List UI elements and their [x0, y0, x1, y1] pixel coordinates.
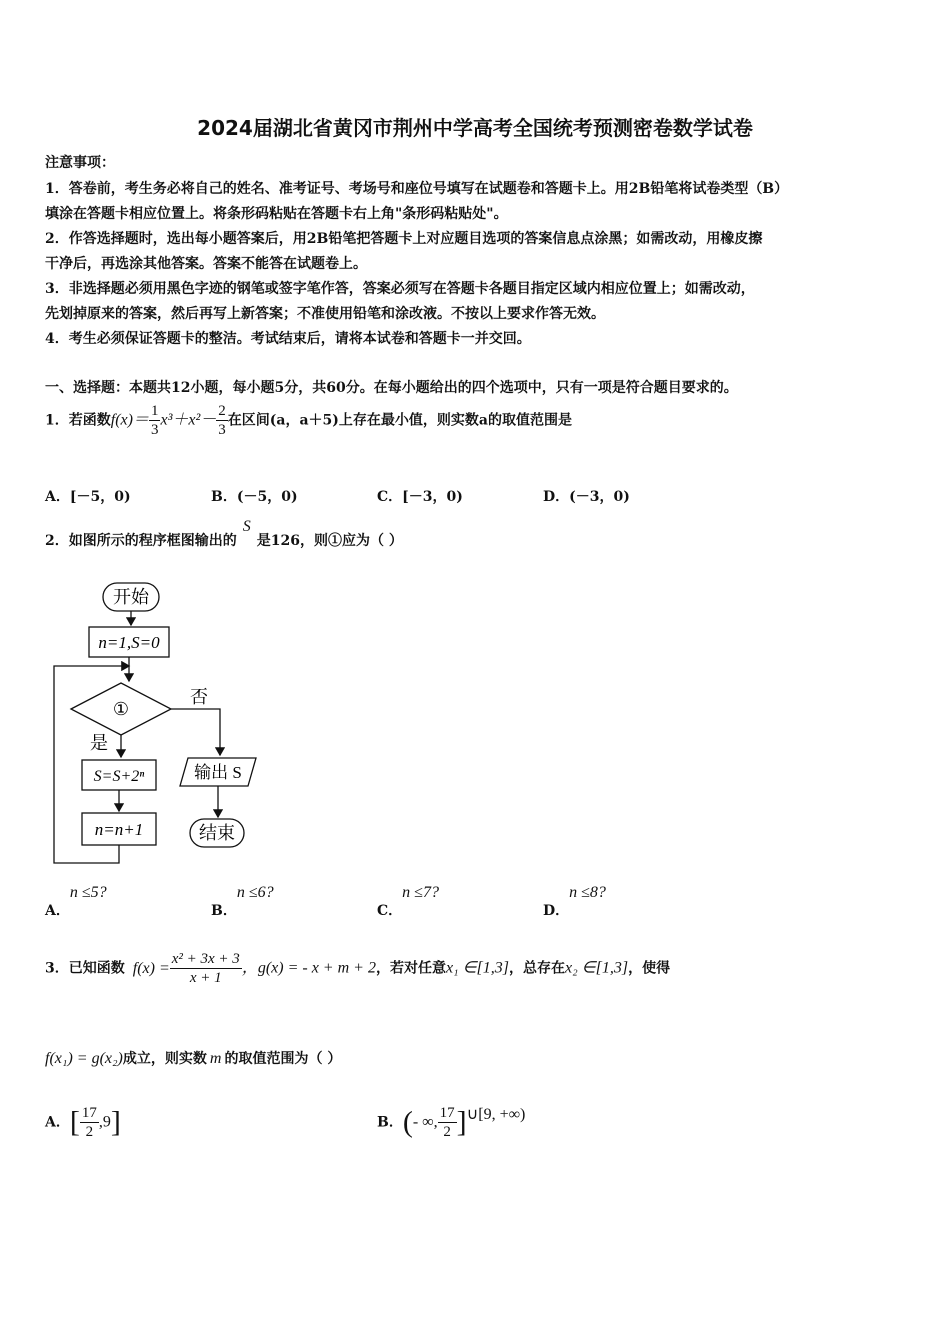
- flow-no-label: 否: [190, 687, 208, 707]
- q1-option-b: B．(－5，0): [211, 489, 298, 505]
- q2-option-d: [543, 884, 606, 920]
- q2-option-c-label: C．: [377, 903, 403, 919]
- q3-option-b-tail: ∪[9, +∞): [466, 1105, 526, 1123]
- flow-init-label: n=1,S=0: [98, 633, 160, 652]
- q2-var: S: [242, 518, 251, 535]
- q2-option-c: [377, 884, 439, 920]
- notice-line: 2．作答选择题时，选出每小题答案后，用2B铅笔把答题卡上对应题目选项的答案信息点涂黑；如需改动，用橡皮擦: [45, 231, 763, 247]
- q3-line2-end: 的取值范围为（ ）: [224, 1051, 342, 1067]
- q2-option-a: [45, 884, 107, 920]
- q3-option-a: [45, 1104, 121, 1141]
- q3-option-a-frac: [80, 1104, 99, 1141]
- q1-option-d: D．(－3，0): [543, 489, 630, 505]
- q3-option-b-label: B．: [377, 1114, 403, 1131]
- q3-f-den: x + 1: [189, 970, 222, 986]
- q3-option-b-head: - ∞,: [412, 1113, 438, 1131]
- flow-step2-label: n=n+1: [94, 820, 144, 839]
- q3-option-a-lbracket: [: [69, 1105, 80, 1139]
- flow-start-label: 开始: [113, 587, 149, 607]
- q3-mid1: ，若对任意: [375, 960, 446, 977]
- notice-line: 干净后，再选涂其他答案。答案不能答在试题卷上。: [45, 256, 367, 272]
- q1-suffix: 在区间(a，a＋5)上存在最小值，则实数a的取值范围是: [227, 412, 572, 429]
- q2-prefix: 2．如图所示的程序框图输出的: [45, 533, 237, 549]
- q3-var-m: m: [209, 1050, 222, 1067]
- q2-option-c-expr: n ≤7?: [402, 884, 439, 901]
- q3-option-a-den: 2: [85, 1124, 94, 1140]
- notice-line: 3．非选择题必须用黑色字迹的钢笔或签字笔作答，答案必须写在答题卡各题目指定区域内相应位置上；如需改动，: [45, 281, 755, 297]
- flow-decision-label: ①: [112, 699, 130, 719]
- q3-f-frac: [170, 950, 242, 987]
- q3-option-a-rbracket: ]: [110, 1105, 121, 1139]
- q1-frac1: [149, 402, 161, 439]
- q1-option-c: C．[－3，0): [377, 489, 463, 505]
- q3-prefix: 3．已知函数: [45, 960, 125, 977]
- q1-frac2-den: 3: [218, 422, 226, 438]
- q2-option-d-expr: n ≤8?: [569, 884, 606, 901]
- q1-frac1-den: 3: [150, 422, 159, 438]
- flow-yes-label: 是: [90, 733, 108, 753]
- q1-option-a: A．[－5，0): [45, 489, 131, 505]
- page-title: 2024届湖北省黄冈市荆州中学高考全国统考预测密卷数学试卷: [197, 116, 753, 140]
- flowchart: [50, 575, 280, 867]
- q3-option-b-rbracket: ]: [456, 1105, 467, 1139]
- flow-step1-label: S=S+2ⁿ: [93, 768, 145, 785]
- q1-mid: x³＋x²－: [160, 411, 217, 429]
- q3-mid3: ，使得: [628, 960, 671, 977]
- notice-heading: 注意事项：: [45, 155, 115, 171]
- q1-frac1-num: 1: [150, 403, 159, 419]
- q2-option-b-label: B．: [211, 903, 237, 919]
- q3-option-b: [377, 1104, 525, 1141]
- q3-option-b-frac: [438, 1104, 457, 1141]
- q1-frac2: [216, 402, 228, 439]
- q3-f-lhs: f(x) =: [132, 959, 170, 977]
- q3-x1: x₁ ∈[1,3]: [445, 959, 510, 977]
- flow-end-label: 结束: [199, 823, 235, 843]
- q1-frac2-num: 2: [218, 403, 226, 419]
- q2-option-a-label: A．: [45, 903, 70, 919]
- q3-option-b-den: 2: [443, 1124, 451, 1140]
- notice-line: 4．考生必须保证答题卡的整洁。考试结束后，请将本试卷和答题卡一并交回。: [45, 331, 531, 347]
- q3-option-a-tail: ,9: [98, 1113, 111, 1131]
- q2-option-a-expr: n ≤5?: [69, 884, 107, 901]
- section-heading: 一、选择题：本题共12小题，每小题5分，共60分。在每小题给出的四个选项中，只有一项是符合题目要求的。: [45, 380, 738, 396]
- q2-option-d-label: D．: [543, 903, 570, 919]
- q3-option-b-num: 17: [439, 1105, 455, 1121]
- q2-option-b: [211, 884, 274, 920]
- q3-mid2: ，总存在: [509, 960, 566, 977]
- q2-suffix: 是126，则①应为（ ）: [256, 533, 403, 549]
- flow-output-label: 输出 S: [194, 763, 242, 782]
- q3-g: ，g(x) = - x + m + 2: [241, 959, 376, 977]
- question-2: [45, 518, 403, 550]
- q3-line2-text: 成立，则实数: [122, 1051, 207, 1067]
- q1-fx: f(x)＝: [110, 411, 149, 429]
- notice-line: 填涂在答题卡相应位置上。将条形码粘贴在答题卡右上角"条形码粘贴处"。: [45, 206, 508, 222]
- q3-line2-expr: f(x₁) = g(x₂): [45, 1050, 123, 1067]
- q3-x2: x₂ ∈[1,3]: [565, 959, 629, 977]
- q1-prefix: 1．若函数: [45, 412, 111, 429]
- q3-option-b-lparen: (: [402, 1105, 413, 1139]
- question-3: [45, 950, 670, 987]
- question-3-line-2: [45, 1048, 341, 1068]
- question-1: [45, 402, 572, 439]
- q2-option-b-expr: n ≤6?: [236, 884, 274, 901]
- notice-line: 先划掉原来的答案，然后再写上新答案；不准使用铅笔和涂改液。不按以上要求作答无效。: [45, 306, 605, 322]
- q3-f-num: x² + 3x + 3: [171, 951, 240, 967]
- q3-option-a-num: 17: [81, 1105, 97, 1121]
- q3-option-a-label: A．: [45, 1114, 70, 1131]
- notice-line: 1．答卷前，考生务必将自己的姓名、准考证号、考场号和座位号填写在试题卷和答题卡上。用2B铅笔将试卷类型（B）: [45, 181, 789, 197]
